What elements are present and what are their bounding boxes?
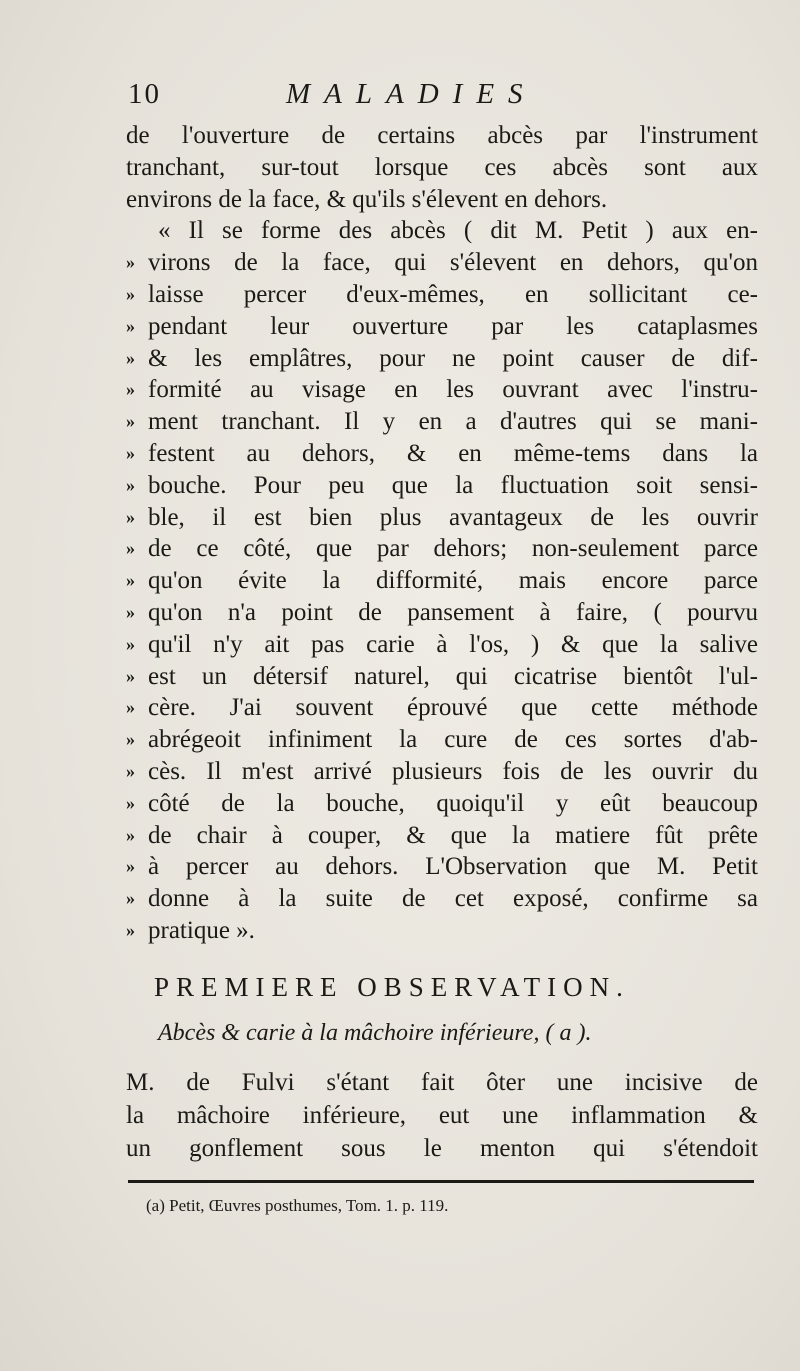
quote-line-text: formité au visage en les ouvrant avec l'instru- bbox=[148, 376, 758, 404]
quote-line bbox=[126, 692, 758, 724]
quote-line-text: à percer au dehors. L'Observation que M. Petit bbox=[148, 853, 758, 881]
quote-line-text: donne à la suite de cet exposé, confirme sa bbox=[148, 885, 758, 913]
quote-line bbox=[126, 533, 758, 565]
quote-line bbox=[126, 851, 758, 883]
quote-line bbox=[126, 756, 758, 788]
quote-line bbox=[126, 406, 758, 438]
text-line: un gonflement sous le menton qui s'étendoit bbox=[126, 1135, 758, 1162]
section-subtitle: Abcès & carie à la mâchoire inférieure, ( a ). bbox=[158, 1020, 592, 1046]
quote-line bbox=[126, 374, 758, 406]
quote-line bbox=[126, 565, 758, 597]
quote-opening-line: « Il se forme des abcès ( dit M. Petit ) aux en- bbox=[158, 217, 758, 245]
text-line: la mâchoire inférieure, eut une inflammation & bbox=[126, 1102, 758, 1129]
quote-line-text: bouche. Pour peu que la fluctuation soit sensi- bbox=[148, 471, 758, 499]
observation-paragraph bbox=[126, 1066, 758, 1165]
quote-margin-mark: » bbox=[126, 379, 135, 400]
page-number: 10 bbox=[128, 78, 161, 110]
footnote-rule bbox=[128, 1180, 754, 1183]
quote-line-text: & les emplâtres, pour ne point causer de dif- bbox=[148, 344, 758, 372]
quote-line bbox=[126, 661, 758, 693]
quote-line bbox=[126, 247, 758, 279]
quote-margin-mark: » bbox=[126, 538, 135, 559]
quote-margin-mark: » bbox=[126, 792, 135, 813]
quote-line bbox=[126, 788, 758, 820]
quote-line-text: côté de la bouche, quoiqu'il y eût beaucoup bbox=[148, 789, 758, 817]
quote-margin-mark: » bbox=[126, 601, 135, 622]
text-line: M. de Fulvi s'étant fait ôter une incisive de bbox=[126, 1069, 758, 1096]
text-line: tranchant, sur-tout lorsque ces abcès sont aux bbox=[126, 153, 758, 181]
quote-line-text: est un détersif naturel, qui cicatrise bientôt l'ul- bbox=[148, 662, 758, 690]
quote-margin-mark: » bbox=[126, 347, 135, 368]
quote-margin-mark: » bbox=[126, 252, 135, 273]
quote-line-text: cès. Il m'est arrivé plusieurs fois de les ouvrir du bbox=[148, 757, 758, 785]
quote-margin-mark: » bbox=[126, 570, 135, 591]
quote-line-text: ment tranchant. Il y en a d'autres qui se mani- bbox=[148, 408, 758, 436]
quote-margin-mark: » bbox=[126, 760, 135, 781]
quote-line-text: qu'on évite la difformité, mais encore parce bbox=[148, 567, 758, 595]
quote-line-text: cère. J'ai souvent éprouvé que cette méthode bbox=[148, 694, 758, 722]
quote-line bbox=[126, 311, 758, 343]
quote-line bbox=[126, 915, 758, 947]
quote-margin-mark: » bbox=[126, 283, 135, 304]
quote-margin-mark: » bbox=[126, 697, 135, 718]
quote-line bbox=[126, 279, 758, 311]
quote-margin-mark: » bbox=[126, 411, 135, 432]
text-line: de l'ouverture de certains abcès par l'instrument bbox=[126, 122, 758, 149]
running-title: MALADIES bbox=[286, 78, 537, 110]
footnote: (a) Petit, Œuvres posthumes, Tom. 1. p. 119. bbox=[146, 1196, 449, 1215]
quote-line bbox=[126, 502, 758, 534]
quote-margin-mark: » bbox=[126, 729, 135, 750]
quote-line bbox=[126, 470, 758, 502]
quote-line bbox=[126, 883, 758, 915]
main-text bbox=[126, 120, 758, 947]
quote-margin-mark: » bbox=[126, 824, 135, 845]
quote-line-text: virons de la face, qui s'élevent en dehors, qu'on bbox=[148, 249, 758, 277]
quote-margin-mark: » bbox=[126, 633, 135, 654]
quote-line-text: qu'il n'y ait pas carie à l'os, ) & que la salive bbox=[148, 630, 758, 658]
quote-margin-mark: » bbox=[126, 665, 135, 686]
quote-margin-mark: » bbox=[126, 506, 135, 527]
quote-line bbox=[126, 438, 758, 470]
quote-margin-mark: » bbox=[126, 315, 135, 336]
quote-line-text: abrégeoit infiniment la cure de ces sortes d'ab- bbox=[148, 726, 758, 754]
quote-margin-mark: » bbox=[126, 888, 135, 909]
text-line: environs de la face, & qu'ils s'élevent en dehors. bbox=[126, 185, 608, 213]
quote-block bbox=[126, 247, 758, 947]
quote-line-text: laisse percer d'eux-mêmes, en sollicitant ce- bbox=[148, 280, 758, 308]
page-header bbox=[128, 78, 758, 114]
section-title: PREMIERE OBSERVATION. bbox=[154, 972, 630, 1002]
quote-line-text: qu'on n'a point de pansement à faire, ( pourvu bbox=[148, 598, 758, 626]
quote-line-text: de chair à couper, & que la matiere fût prête bbox=[148, 821, 758, 849]
quote-line bbox=[126, 343, 758, 375]
quote-line-text: ble, il est bien plus avantageux de les ouvrir bbox=[148, 503, 758, 531]
quote-margin-mark: » bbox=[126, 474, 135, 495]
quote-margin-mark: » bbox=[126, 856, 135, 877]
quote-line bbox=[126, 629, 758, 661]
quote-line bbox=[126, 724, 758, 756]
quote-line-text: pratique ». bbox=[148, 916, 255, 944]
quote-line bbox=[126, 597, 758, 629]
quote-margin-mark: » bbox=[126, 919, 135, 940]
quote-line-text: festent au dehors, & en même-tems dans la bbox=[148, 439, 758, 467]
quote-line bbox=[126, 820, 758, 852]
quote-line-text: de ce côté, que par dehors; non-seulement parce bbox=[148, 535, 758, 563]
quote-margin-mark: » bbox=[126, 442, 135, 463]
quote-line-text: pendant leur ouverture par les cataplasmes bbox=[148, 312, 758, 340]
